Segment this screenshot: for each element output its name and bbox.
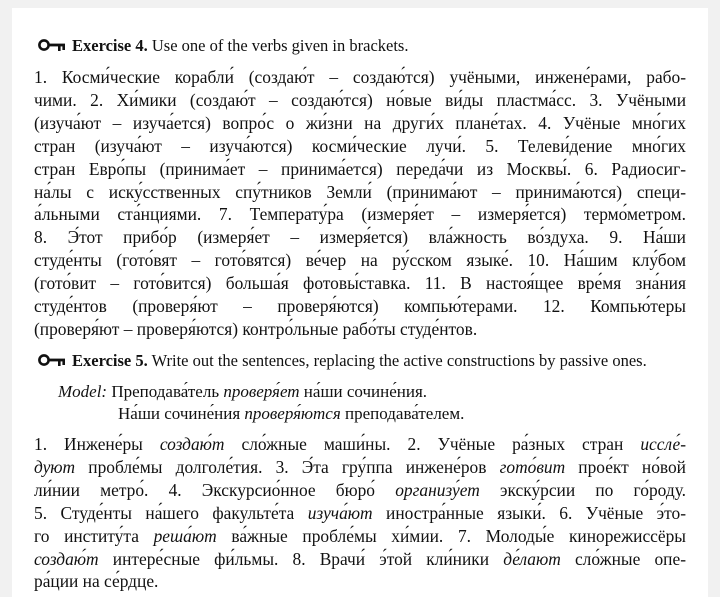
- exercise-4-label: Exercise 4.: [72, 36, 148, 55]
- text-line: [34, 548, 686, 571]
- text-line: [34, 479, 686, 502]
- text-line: (проверя́ют – проверя́ются) контро́льные рабо́ты студе́нтов.: [34, 318, 478, 339]
- text-line: [34, 525, 686, 548]
- text-line: а́льными ста́нциями. 7. Температу́ра (измеря́ет – измеря́ется) термо́метром.: [34, 204, 686, 225]
- text-segment: прое́кт но́вой: [565, 456, 686, 477]
- exercise-4-text: [34, 66, 686, 341]
- text-segment: интере́сные фи́льмы. 8. Врачи́ э́той кли́ники: [98, 548, 504, 569]
- text-line: стран Евро́пы (принима́ет – принима́ется) переда́чи из Москвы́. 6. Радиосиг-: [34, 158, 686, 179]
- italic-verb: гото́вит: [499, 456, 566, 477]
- model-example: [58, 381, 464, 425]
- italic-verb: дуют: [34, 456, 76, 477]
- text-segment: 5. Студе́нты на́шего факульте́та: [34, 502, 308, 523]
- text-line: на́лы с иску́сственных спу́тников Земли́ (принима́ют – принима́ются) специ-: [34, 181, 686, 202]
- text-line: [34, 502, 686, 525]
- text-segment: сло́жные маши́ны. 2. Учёные ра́зных стран: [224, 434, 641, 454]
- text-segment: иностра́нные языки́. 6. Учёные э́то-: [372, 502, 686, 523]
- model-line-1: Model: Преподава́тель проверя́ет на́ши сочине́ния.: [58, 382, 428, 401]
- italic-verb: иссле́-: [640, 434, 686, 454]
- exercise-5-label: Exercise 5.: [72, 351, 148, 370]
- text-segment: ра́ции на се́рдце.: [34, 571, 159, 592]
- text-segment: го институ́та: [34, 525, 154, 546]
- text-line: 8. Э́тот прибо́р (измеря́ет – измеря́ется) вла́жность во́здуха. 9. На́ши: [34, 227, 686, 248]
- exercise-5-heading: [38, 351, 647, 371]
- text-segment: экску́рсии по го́роду.: [479, 479, 686, 500]
- italic-verb: организу́ет: [395, 479, 480, 500]
- model-label: Model:: [58, 382, 108, 401]
- text-segment: ли́нии метро́. 4. Экскурсио́нное бюро́: [34, 479, 396, 500]
- exercise-5-text: [34, 433, 686, 593]
- text-line: [34, 570, 686, 593]
- exercise-4-heading: [38, 36, 408, 56]
- text-segment: ва́жные пробле́мы хи́мии. 7. Молоды́е кинорежиссёры: [216, 525, 686, 546]
- text-line: стран (изуча́ют – изуча́ются) косми́ческие лучи́. 5. Телеви́дение мно́гих: [34, 135, 686, 156]
- text-line: чими. 2. Хи́мики (создаю́т – создаю́тся) но́вые ви́ды пластма́сс. 3. Учёными: [34, 89, 686, 110]
- exercise-4-instruction: Use one of the verbs given in brackets.: [151, 36, 409, 55]
- italic-verb: создаю́т: [34, 548, 99, 569]
- exercise-5-instruction: Write out the sentences, replacing the active constructions by passive ones.: [151, 351, 647, 370]
- text-segment: пробле́мы долголе́тия. 3. Э́та гру́ппа инжене́ров: [75, 456, 500, 477]
- text-line: 1. Косми́ческие корабли́ (создаю́т – создаю́тся) учёными, инжене́рами, рабо-: [34, 67, 686, 87]
- textbook-page: [12, 8, 708, 597]
- key-icon: [38, 38, 66, 52]
- text-line: [34, 456, 686, 479]
- text-segment: сло́жные опе-: [560, 548, 686, 569]
- italic-verb: де́лают: [503, 548, 561, 569]
- model-line-2: На́ши сочине́ния проверя́ются преподава́телем.: [118, 404, 465, 423]
- italic-verb: реша́ют: [153, 525, 217, 546]
- text-line: студе́нты (гото́вят – гото́вятся) ве́чер на ру́сском языке́. 10. На́шим клу́бом: [34, 250, 686, 271]
- key-icon: [38, 353, 66, 367]
- text-line: студе́нтов (проверя́ют – проверя́ются) компью́терами. 12. Компью́теры: [34, 296, 686, 317]
- italic-verb: создаю́т: [159, 434, 225, 454]
- text-segment: 1. Инжене́ры: [34, 434, 160, 454]
- text-line: (изуча́ют – изуча́ется) вопро́с о жи́зни на други́х плане́тах. 4. Учёные мно́гих: [34, 112, 686, 133]
- italic-verb: изуча́ют: [307, 502, 373, 523]
- text-line: [34, 433, 686, 456]
- text-line: (гото́вит – гото́вится) больша́я фотовы́ставка. 11. В настоя́щее вре́мя зна́ния: [34, 273, 686, 294]
